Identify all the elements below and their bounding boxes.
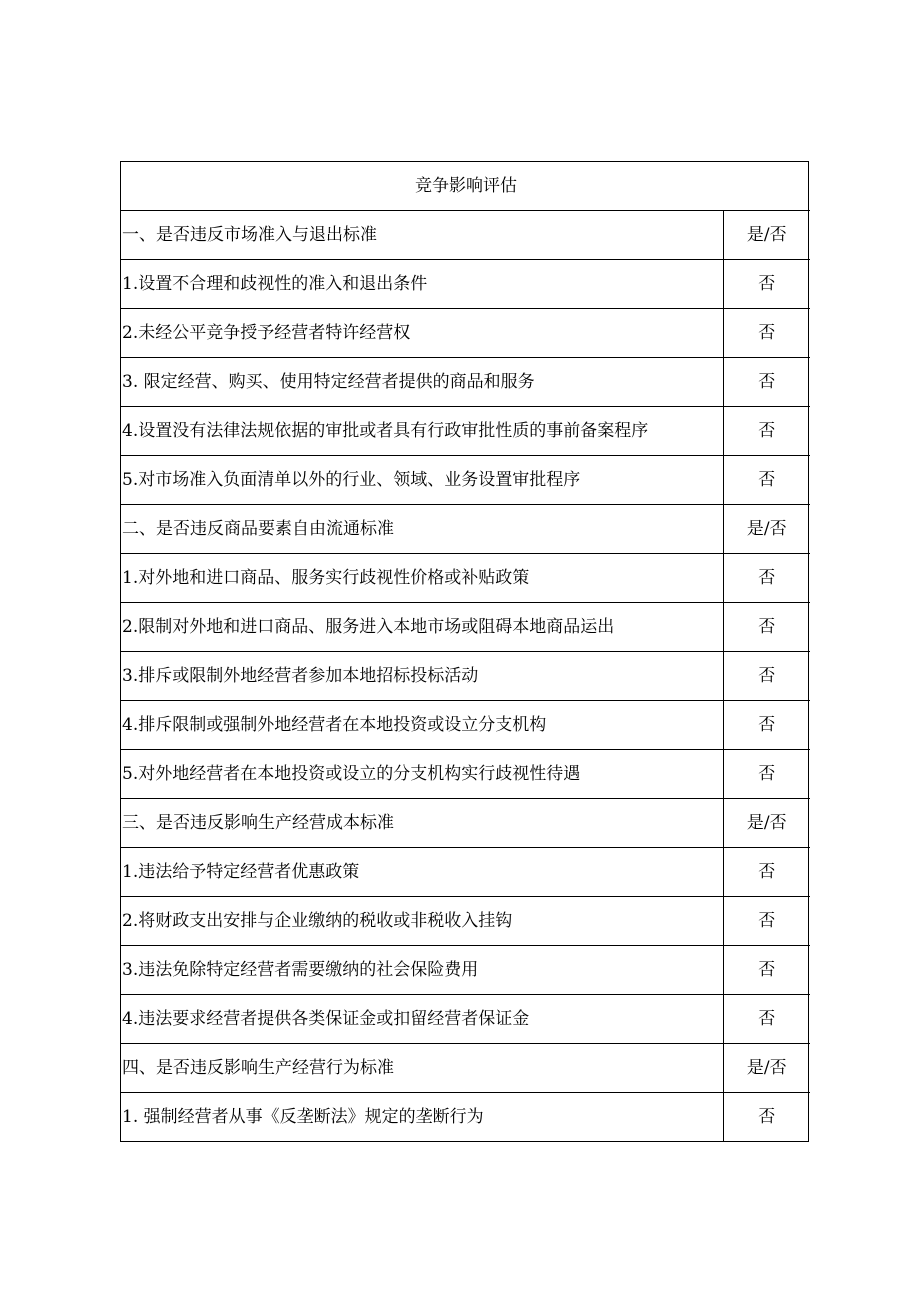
table-row xyxy=(121,897,810,946)
section-heading: 一、是否违反市场准入与退出标准 xyxy=(121,211,723,260)
answer-cell: 否 xyxy=(723,701,810,750)
answer-cell: 否 xyxy=(723,554,810,603)
answer-cell: 否 xyxy=(723,309,810,358)
table-row xyxy=(121,554,810,603)
section-header-row xyxy=(121,505,810,554)
answer-header: 是/否 xyxy=(723,211,810,260)
answer-cell: 否 xyxy=(723,848,810,897)
section-header-row xyxy=(121,211,810,260)
answer-cell: 否 xyxy=(723,995,810,1044)
table-row xyxy=(121,309,810,358)
answer-cell: 否 xyxy=(723,358,810,407)
answer-cell: 否 xyxy=(723,456,810,505)
table-row xyxy=(121,358,810,407)
table-row xyxy=(121,995,810,1044)
section-heading: 三、是否违反影响生产经营成本标准 xyxy=(121,799,723,848)
answer-header: 是/否 xyxy=(723,1044,810,1093)
criterion-text: 5.对外地经营者在本地投资或设立的分支机构实行歧视性待遇 xyxy=(121,750,723,799)
section-heading: 二、是否违反商品要素自由流通标准 xyxy=(121,505,723,554)
criterion-text: 2.将财政支出安排与企业缴纳的税收或非税收入挂钩 xyxy=(121,897,723,946)
answer-cell: 否 xyxy=(723,750,810,799)
section-header-row xyxy=(121,799,810,848)
table-row xyxy=(121,260,810,309)
answer-cell: 否 xyxy=(723,603,810,652)
answer-cell: 否 xyxy=(723,407,810,456)
criterion-text: 2.限制对外地和进口商品、服务进入本地市场或阻碍本地商品运出 xyxy=(121,603,723,652)
table-title: 竞争影响评估 xyxy=(121,162,810,211)
table-title-row xyxy=(121,162,810,211)
answer-cell: 否 xyxy=(723,652,810,701)
table-row xyxy=(121,701,810,750)
criterion-text: 1. 强制经营者从事《反垄断法》规定的垄断行为 xyxy=(121,1093,723,1142)
section-heading: 四、是否违反影响生产经营行为标准 xyxy=(121,1044,723,1093)
table-row xyxy=(121,750,810,799)
criterion-text: 2.未经公平竞争授予经营者特许经营权 xyxy=(121,309,723,358)
criterion-text: 3.排斥或限制外地经营者参加本地招标投标活动 xyxy=(121,652,723,701)
competition-impact-table xyxy=(120,161,809,1142)
answer-cell: 否 xyxy=(723,260,810,309)
criterion-text: 1.对外地和进口商品、服务实行歧视性价格或补贴政策 xyxy=(121,554,723,603)
criterion-text: 1.违法给予特定经营者优惠政策 xyxy=(121,848,723,897)
answer-cell: 否 xyxy=(723,946,810,995)
table-row xyxy=(121,603,810,652)
criterion-text: 4.排斥限制或强制外地经营者在本地投资或设立分支机构 xyxy=(121,701,723,750)
criterion-text: 5.对市场准入负面清单以外的行业、领域、业务设置审批程序 xyxy=(121,456,723,505)
answer-cell: 否 xyxy=(723,897,810,946)
table-row xyxy=(121,407,810,456)
answer-header: 是/否 xyxy=(723,799,810,848)
criterion-text: 4.违法要求经营者提供各类保证金或扣留经营者保证金 xyxy=(121,995,723,1044)
criterion-text: 4.设置没有法律法规依据的审批或者具有行政审批性质的事前备案程序 xyxy=(121,407,723,456)
criterion-text: 1.设置不合理和歧视性的准入和退出条件 xyxy=(121,260,723,309)
table-row xyxy=(121,946,810,995)
table-row xyxy=(121,456,810,505)
answer-cell: 否 xyxy=(723,1093,810,1142)
table-row xyxy=(121,652,810,701)
answer-header: 是/否 xyxy=(723,505,810,554)
table-row xyxy=(121,848,810,897)
assessment-table xyxy=(121,162,810,1141)
table-row xyxy=(121,1093,810,1142)
criterion-text: 3.违法免除特定经营者需要缴纳的社会保险费用 xyxy=(121,946,723,995)
criterion-text: 3. 限定经营、购买、使用特定经营者提供的商品和服务 xyxy=(121,358,723,407)
section-header-row xyxy=(121,1044,810,1093)
